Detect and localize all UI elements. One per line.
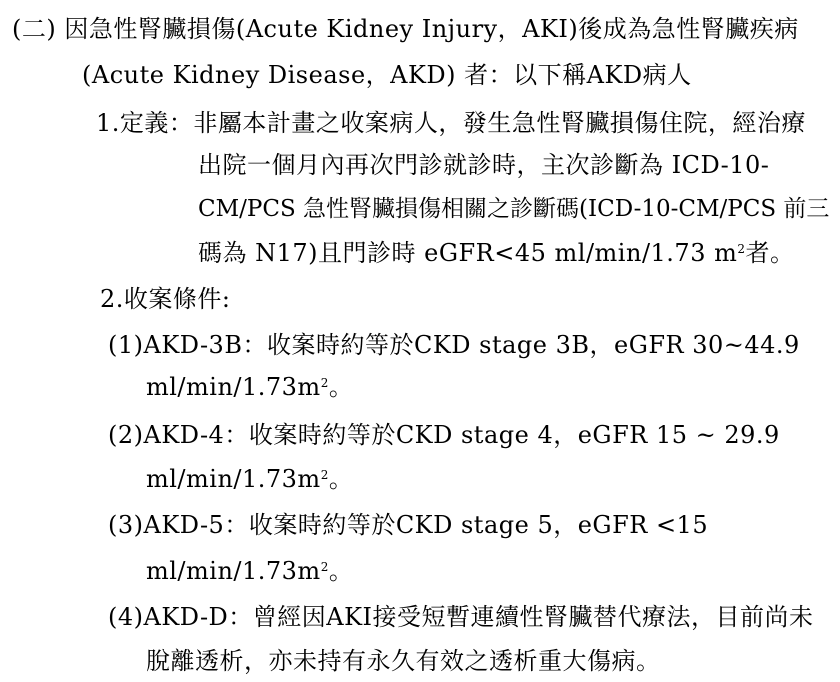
- superscript-2: 2: [737, 242, 746, 256]
- definition-line2: 出院一個月內再次門診就診時，主次診斷為 ICD-10-: [198, 151, 770, 179]
- period: 。: [328, 465, 354, 493]
- definition-line4-text: 碼為 N17)且門診時 eGFR<45 ml/min/1.73 m: [198, 239, 738, 267]
- criteria-item-2-line2: [146, 464, 353, 494]
- definition-line4-end: 者。: [745, 239, 795, 267]
- definition-line4: [198, 238, 795, 268]
- section-heading-line1: (二) 因急性腎臟損傷(Acute Kidney Injury，AKI)後成為急性腎臟疾病: [12, 15, 799, 43]
- criteria-item-3-line1: (3)AKD-5：收案時約等於CKD stage 5，eGFR <15: [108, 511, 709, 539]
- unit-text: ml/min/1.73m: [146, 373, 321, 401]
- section-heading-line2: (Acute Kidney Disease，AKD) 者：以下稱AKD病人: [82, 61, 692, 89]
- criteria-heading: 2.收案條件:: [100, 285, 231, 313]
- unit-text: ml/min/1.73m: [146, 557, 321, 585]
- period: 。: [328, 557, 354, 585]
- superscript-2: 2: [320, 468, 329, 482]
- criteria-item-1-line2: [146, 372, 353, 402]
- definition-line1: 1.定義：非屬本計畫之收案病人，發生急性腎臟損傷住院，經治療: [96, 109, 806, 137]
- period: 。: [328, 373, 354, 401]
- criteria-item-1-line1: (1)AKD-3B：收案時約等於CKD stage 3B，eGFR 30~44.9: [108, 331, 800, 359]
- criteria-item-4-line1: (4)AKD-D：曾經因AKI接受短暫連續性腎臟替代療法，目前尚未: [108, 603, 814, 631]
- unit-text: ml/min/1.73m: [146, 465, 321, 493]
- superscript-2: 2: [320, 560, 329, 574]
- criteria-item-2-line1: (2)AKD-4：收案時約等於CKD stage 4，eGFR 15 ~ 29.9: [108, 421, 780, 449]
- criteria-item-3-line2: [146, 556, 353, 586]
- definition-line3: CM/PCS 急性腎臟損傷相關之診斷碼(ICD-10-CM/PCS 前三: [198, 196, 830, 222]
- criteria-item-4-line2: 脫離透析，亦未持有永久有效之透析重大傷病。: [146, 647, 661, 675]
- superscript-2: 2: [320, 376, 329, 390]
